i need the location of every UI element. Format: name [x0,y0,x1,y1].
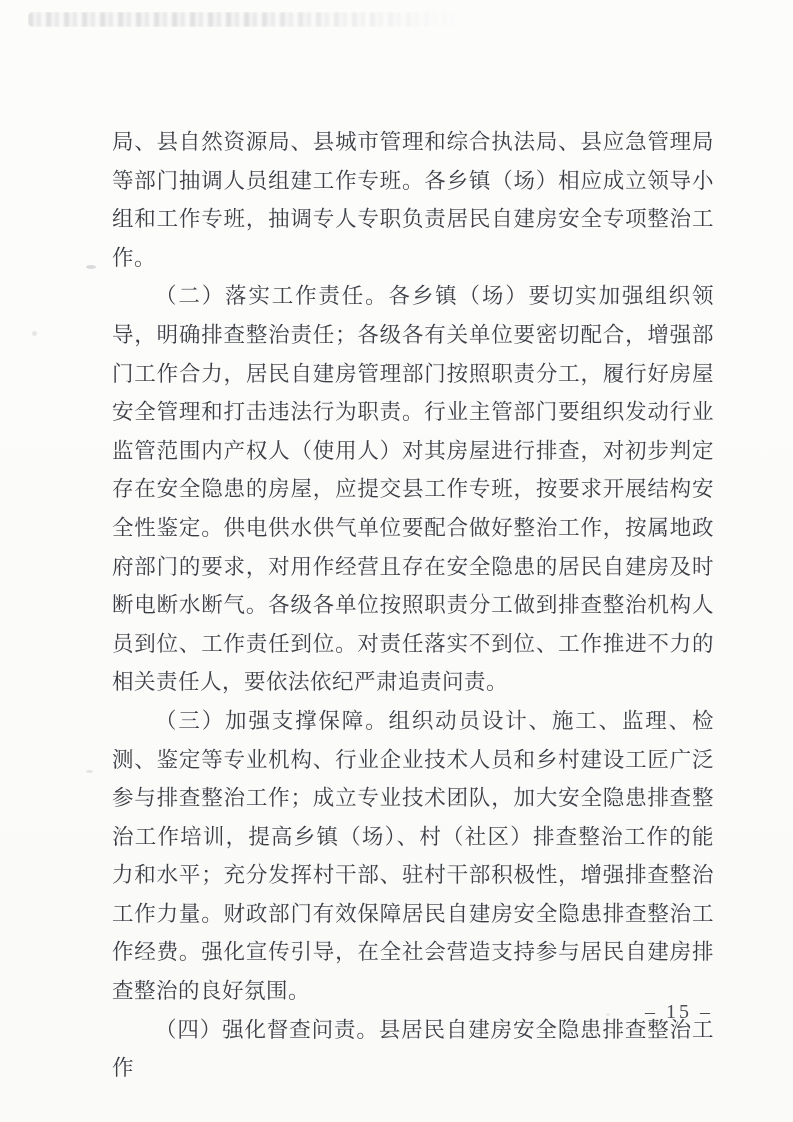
paragraph-continuation-work-team: 局、县自然资源局、县城市管理和综合执法局、县应急管理局等部门抽调人员组建工作专班。各乡镇（场）相应成立领导小组和工作专班，抽调专人专职负责居民自建房安全专项整治工作。 [112,130,714,270]
page-number: – 15 – [645,1001,713,1023]
scan-speck [86,770,93,773]
document-body [112,123,714,1088]
paragraph-section-3-support-guarantee: （三）加强支撑保障。组织动员设计、施工、监理、检测、鉴定等专业机构、行业企业技术人员和乡村建设工匠广泛参与排查整治工作；成立专业技术团队，加大安全隐患排查整治工作培训，提高乡镇（场）、村（社区）排查整治工作的能力和水平；充分发挥村干部、驻村干部积极性，增强排查整治工作力量。财政部门有效保障居民自建房安全隐患排查整治工作经费。强化宣传引导，在全社会营造支持参与居民自建房排查整治的良好氛围。 [112,708,714,1004]
scan-speck [32,331,37,336]
scan-artifact-top-band [28,12,468,27]
paragraph-section-2-work-responsibility: （二）落实工作责任。各乡镇（场）要切实加强组织领导，明确排查整治责任；各级各有关单位要密切配合，增强部门工作合力，居民自建房管理部门按照职责分工，履行好房屋安全管理和打击违法行为职责。行业主管部门要组织发动行业监管范围内产权人（使用人）对其房屋进行排查，对初步判定存在安全隐患的房屋，应提交县工作专班，按要求开展结构安全性鉴定。供电供水供气单位要配合做好整治工作，按属地政府部门的要求，对用作经营且存在安全隐患的居民自建房及时断电断水断气。各级各单位按照职责分工做到排查整治机构人员到位、工作责任到位。对责任落实不到位、工作推进不力的相关责任人，要依法依纪严肃追责问责。 [112,284,714,695]
paragraph-section-4-supervision-accountability: （四）强化督查问责。县居民自建房安全隐患排查整治工作 [112,1017,714,1081]
scan-speck [86,265,96,269]
